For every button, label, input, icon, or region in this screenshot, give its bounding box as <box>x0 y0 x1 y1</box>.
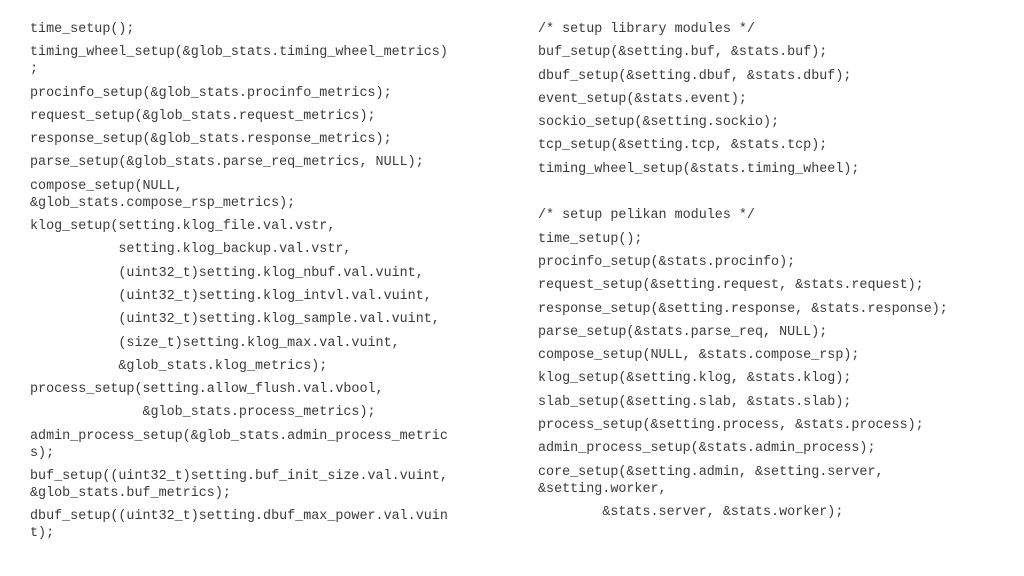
code-line: request_setup(&setting.request, &stats.request); <box>538 278 924 294</box>
code-line: dbuf_setup((uint32_t)setting.dbuf_max_power.val.vuin t); <box>30 509 448 542</box>
code-line: time_setup(); <box>30 22 135 37</box>
code-line: parse_setup(&glob_stats.parse_req_metrics, NULL); <box>30 155 424 171</box>
code-line: slab_setup(&setting.slab, &stats.slab); <box>538 394 852 410</box>
code-line: dbuf_setup(&setting.dbuf, &stats.dbuf); <box>538 68 852 84</box>
left-code-column <box>30 21 500 549</box>
code-line: parse_setup(&stats.parse_req, NULL); <box>538 324 828 340</box>
code-line: &glob_stats.klog_metrics); <box>30 358 328 374</box>
code-line: timing_wheel_setup(&glob_stats.timing_wheel_metrics) ; <box>30 45 448 78</box>
code-line: buf_setup(&setting.buf, &stats.buf); <box>538 45 828 61</box>
code-line: (uint32_t)setting.klog_nbuf.val.vuint, <box>30 265 424 281</box>
code-line: buf_setup((uint32_t)setting.buf_init_size.val.vuint, &glob_stats.buf_metrics); <box>30 469 448 502</box>
code-line: /* setup library modules */ <box>538 22 755 37</box>
code-line: compose_setup(NULL, &stats.compose_rsp); <box>538 348 860 364</box>
code-line: event_setup(&stats.event); <box>538 91 747 107</box>
code-line: process_setup(setting.allow_flush.val.vbool, <box>30 382 384 398</box>
code-line: klog_setup(&setting.klog, &stats.klog); <box>538 371 852 387</box>
code-line <box>538 184 1008 201</box>
code-line: &stats.server, &stats.worker); <box>538 504 844 520</box>
code-line: time_setup(); <box>538 231 643 247</box>
code-line: compose_setup(NULL, &glob_stats.compose_rsp_metrics); <box>30 178 296 211</box>
code-line: procinfo_setup(&stats.procinfo); <box>538 254 796 270</box>
code-line: admin_process_setup(&glob_stats.admin_process_metric s); <box>30 428 448 461</box>
code-line: admin_process_setup(&stats.admin_process); <box>538 441 876 457</box>
code-line: tcp_setup(&setting.tcp, &stats.tcp); <box>538 138 828 154</box>
code-line: (uint32_t)setting.klog_sample.val.vuint, <box>30 312 440 328</box>
code-line: sockio_setup(&setting.sockio); <box>538 115 780 131</box>
code-line: core_setup(&setting.admin, &setting.server, &setting.worker, <box>538 464 884 497</box>
code-line: request_setup(&glob_stats.request_metrics); <box>30 108 376 124</box>
code-line: /* setup pelikan modules */ <box>538 208 755 224</box>
code-line: process_setup(&setting.process, &stats.process); <box>538 418 924 434</box>
code-line: response_setup(&glob_stats.response_metrics); <box>30 132 392 148</box>
code-line: &glob_stats.process_metrics); <box>30 405 376 421</box>
code-line: klog_setup(setting.klog_file.val.vstr, <box>30 219 336 235</box>
code-line: response_setup(&setting.response, &stats.response); <box>538 301 948 317</box>
code-line: procinfo_setup(&glob_stats.procinfo_metrics); <box>30 85 392 101</box>
code-line: (uint32_t)setting.klog_intvl.val.vuint, <box>30 288 432 304</box>
code-line: (size_t)setting.klog_max.val.vuint, <box>30 335 400 351</box>
code-line: setting.klog_backup.val.vstr, <box>30 242 352 258</box>
code-line: timing_wheel_setup(&stats.timing_wheel); <box>538 161 860 177</box>
right-code-column <box>538 21 1008 527</box>
